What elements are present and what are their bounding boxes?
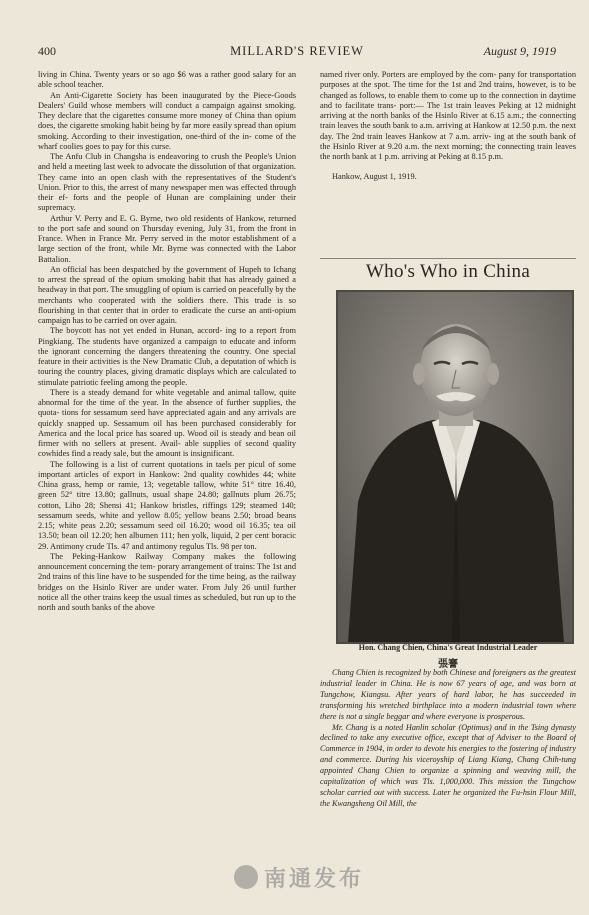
paragraph: named river only. Porters are employed by the com- pany for transportation purposes at the spot. The time for the 1st and 2nd trains, however, is to be changed as follows, to enable them to come up to the connection in daytime and to facilitate trans- port:— The 1st train leaves Peking at 12 midnight arriving at the north banks of the Hsinlo River at 6.15 a.m.; the connecting train leaves the south bank to a.m. arriving at Hankow at 12.50 p.m. the next day. The 2nd train leaves Hankow at 7 a.m. arriv- ing at the south bank of the Hsinlo River at 9.20 a.m. the next morning; the connecting train leaves the north bank at 1 p.m. arriving at Peking at 8.15 p.m. xyxy=(320,70,576,161)
paragraph: Chang Chien is recognized by both Chinese and foreigners as the greatest industrial leader in China. He is now 67 years of age, and was born at Tungchow, Kiangsu. After years of hard labor, he has succeeded in transforming his wretched birthplace into a modern industrial town where there is not a single beggar and where everyone is prosperous. xyxy=(320,668,576,721)
paragraph: The Anfu Club in Changsha is endeavoring to crush the People's Union and held a meeting last week to advocate the dissolution of that organization. They came into an open clash with the representatives of the Student's Union. Prior to this, the arrest of many newspaper men was effected through their ef- forts and the people of Hunan are complaining under their supremacy. xyxy=(38,152,296,213)
masthead: MILLARD'S REVIEW xyxy=(230,44,364,58)
paragraph: Arthur V. Perry and E. G. Byrne, two old residents of Hankow, returned to the port safe and sound on Thursday evening, July 31, from the front in France. When in France Mr. Perry served in the motor establishment of a large section of the front, while Mr. Byrne was connected with the Labor Battalion. xyxy=(38,213,296,264)
biography xyxy=(320,668,576,875)
paragraph: There is a steady demand for white vegetable and animal tallow, quite abnormal for the time of the year. In the absence of further supplies, the quota- tions for sessamum seed have appreciated again and any arrivals are quickly snapped up. Sessamum oil has been purchased considerably for America and the local price has soared up. Wood oil is steady and bean oil firmer with no sellers at present. Avail- able supplies of second quality cowhides find a ready sale, but the amount is insignificant. xyxy=(38,387,296,459)
photo-caption: Hon. Chang Chien, China's Great Industrial Leader xyxy=(358,643,538,652)
paragraph: The following is a list of current quotations in taels per picul of some important articles of export in Hankow: 2nd quality cowhides 44; white China grass, hemp or ramie, 13; vegetable tallow, white 51° titre 16.40, green 52° titre 13.80; gallnuts, usual shape 24.80; gallnuts plum 26.75; cotton, Liho 28; Shensi 41; Hankow bristles, riffings 129; steamed 140; sessamum seeds, white and yellow 8.05; yellow beans 2.50; broad beans 2.15; white peas 2.20; sessamum seed oil 16.20; wood oil 16.35; tea oil 13.50; bean oil 12.20; hen albumen 111; hen yolk, liquid, 2 per cent boracic 29. Antimony crude Tls. 47 and antimony regulus Tls. 98 per ton. xyxy=(38,459,296,551)
paragraph: Mr. Chang is a noted Hanlin scholar (Optimus) and in the Tsing dynasty declined to take any executive office, except that of Adviser to the Board of Commerce in 1904, in order to devote his energies to the fostering of industry and commerce. During his viceroyship of Liang Kiang, Chang Chih-tung appointed Chang Chien to organize a spinning and weaving mill, the capitalization of which was Tls. 1,000,000. This mission the Tungchow scholar carried out with success. Later he organized the Fu-hsin Flour Mill, the Kwangsheng Oil Mill, the xyxy=(320,722,576,808)
paragraph: living in China. Twenty years or so ago $6 was a rather good salary for an able school teacher. xyxy=(38,70,296,90)
section-title: Who's Who in China xyxy=(320,258,576,283)
paragraph: An Anti-Cigarette Society has been inaugurated by the Piece-Goods Dealers' Guild whose members will conduct a campaign against smoking. They declare that the cigarettes consume more money of China than opium does, the cigarette smoking habit being by far more easily spread than opium smoking. According to their investigation, one-third of the in- come of the wharf coolies goes to pay for this curse. xyxy=(38,90,296,151)
paragraph: An official has been despatched by the government of Hupeh to Ichang to arrest the spread of the opium smoking habit that has already gained a headway in that port. The smuggling of opium is carried on peacefully by the merchants who cooperated with the soldiers there. This trade is so flourishing in that center that in order to eradicate the curse an anti-opium campaign has to be carried on over again. xyxy=(38,264,296,325)
page-header xyxy=(38,44,556,60)
watermark xyxy=(214,860,384,894)
watermark-text: 南通发布 xyxy=(263,866,364,892)
page-number: 400 xyxy=(38,44,56,58)
right-column xyxy=(320,70,576,183)
issue-date: August 9, 1919 xyxy=(483,44,556,58)
dateline: Hankow, August 1, 1919. xyxy=(332,172,417,182)
paragraph: The boycott has not yet ended in Hunan, accord- ing to a report from Pingkiang. The students have organized a campaign to educate and inform the ignorant concerning the dangers threatening the country. One special feature in their activities is the New Dramatic Club, a deputation of which is touring the country places, giving dramatic displays which are calculated to stimulate patriotic feeling among the people. xyxy=(38,326,296,387)
portrait-photo xyxy=(336,290,574,644)
left-column xyxy=(38,70,296,870)
paragraph: The Peking-Hankow Railway Company makes the following announcement concerning the tem- porary arrangement of trains: The 1st and 2nd trains of this line have to be suspended for the time being, as the railway bridges on the Hsinlo River are under water. From July 26 until further notice all the other trains keep the usual times as scheduled, but run up to the north and south banks of the above xyxy=(38,551,296,612)
watermark-logo-icon xyxy=(234,865,258,889)
chinese-name: 張謇 xyxy=(438,659,458,670)
